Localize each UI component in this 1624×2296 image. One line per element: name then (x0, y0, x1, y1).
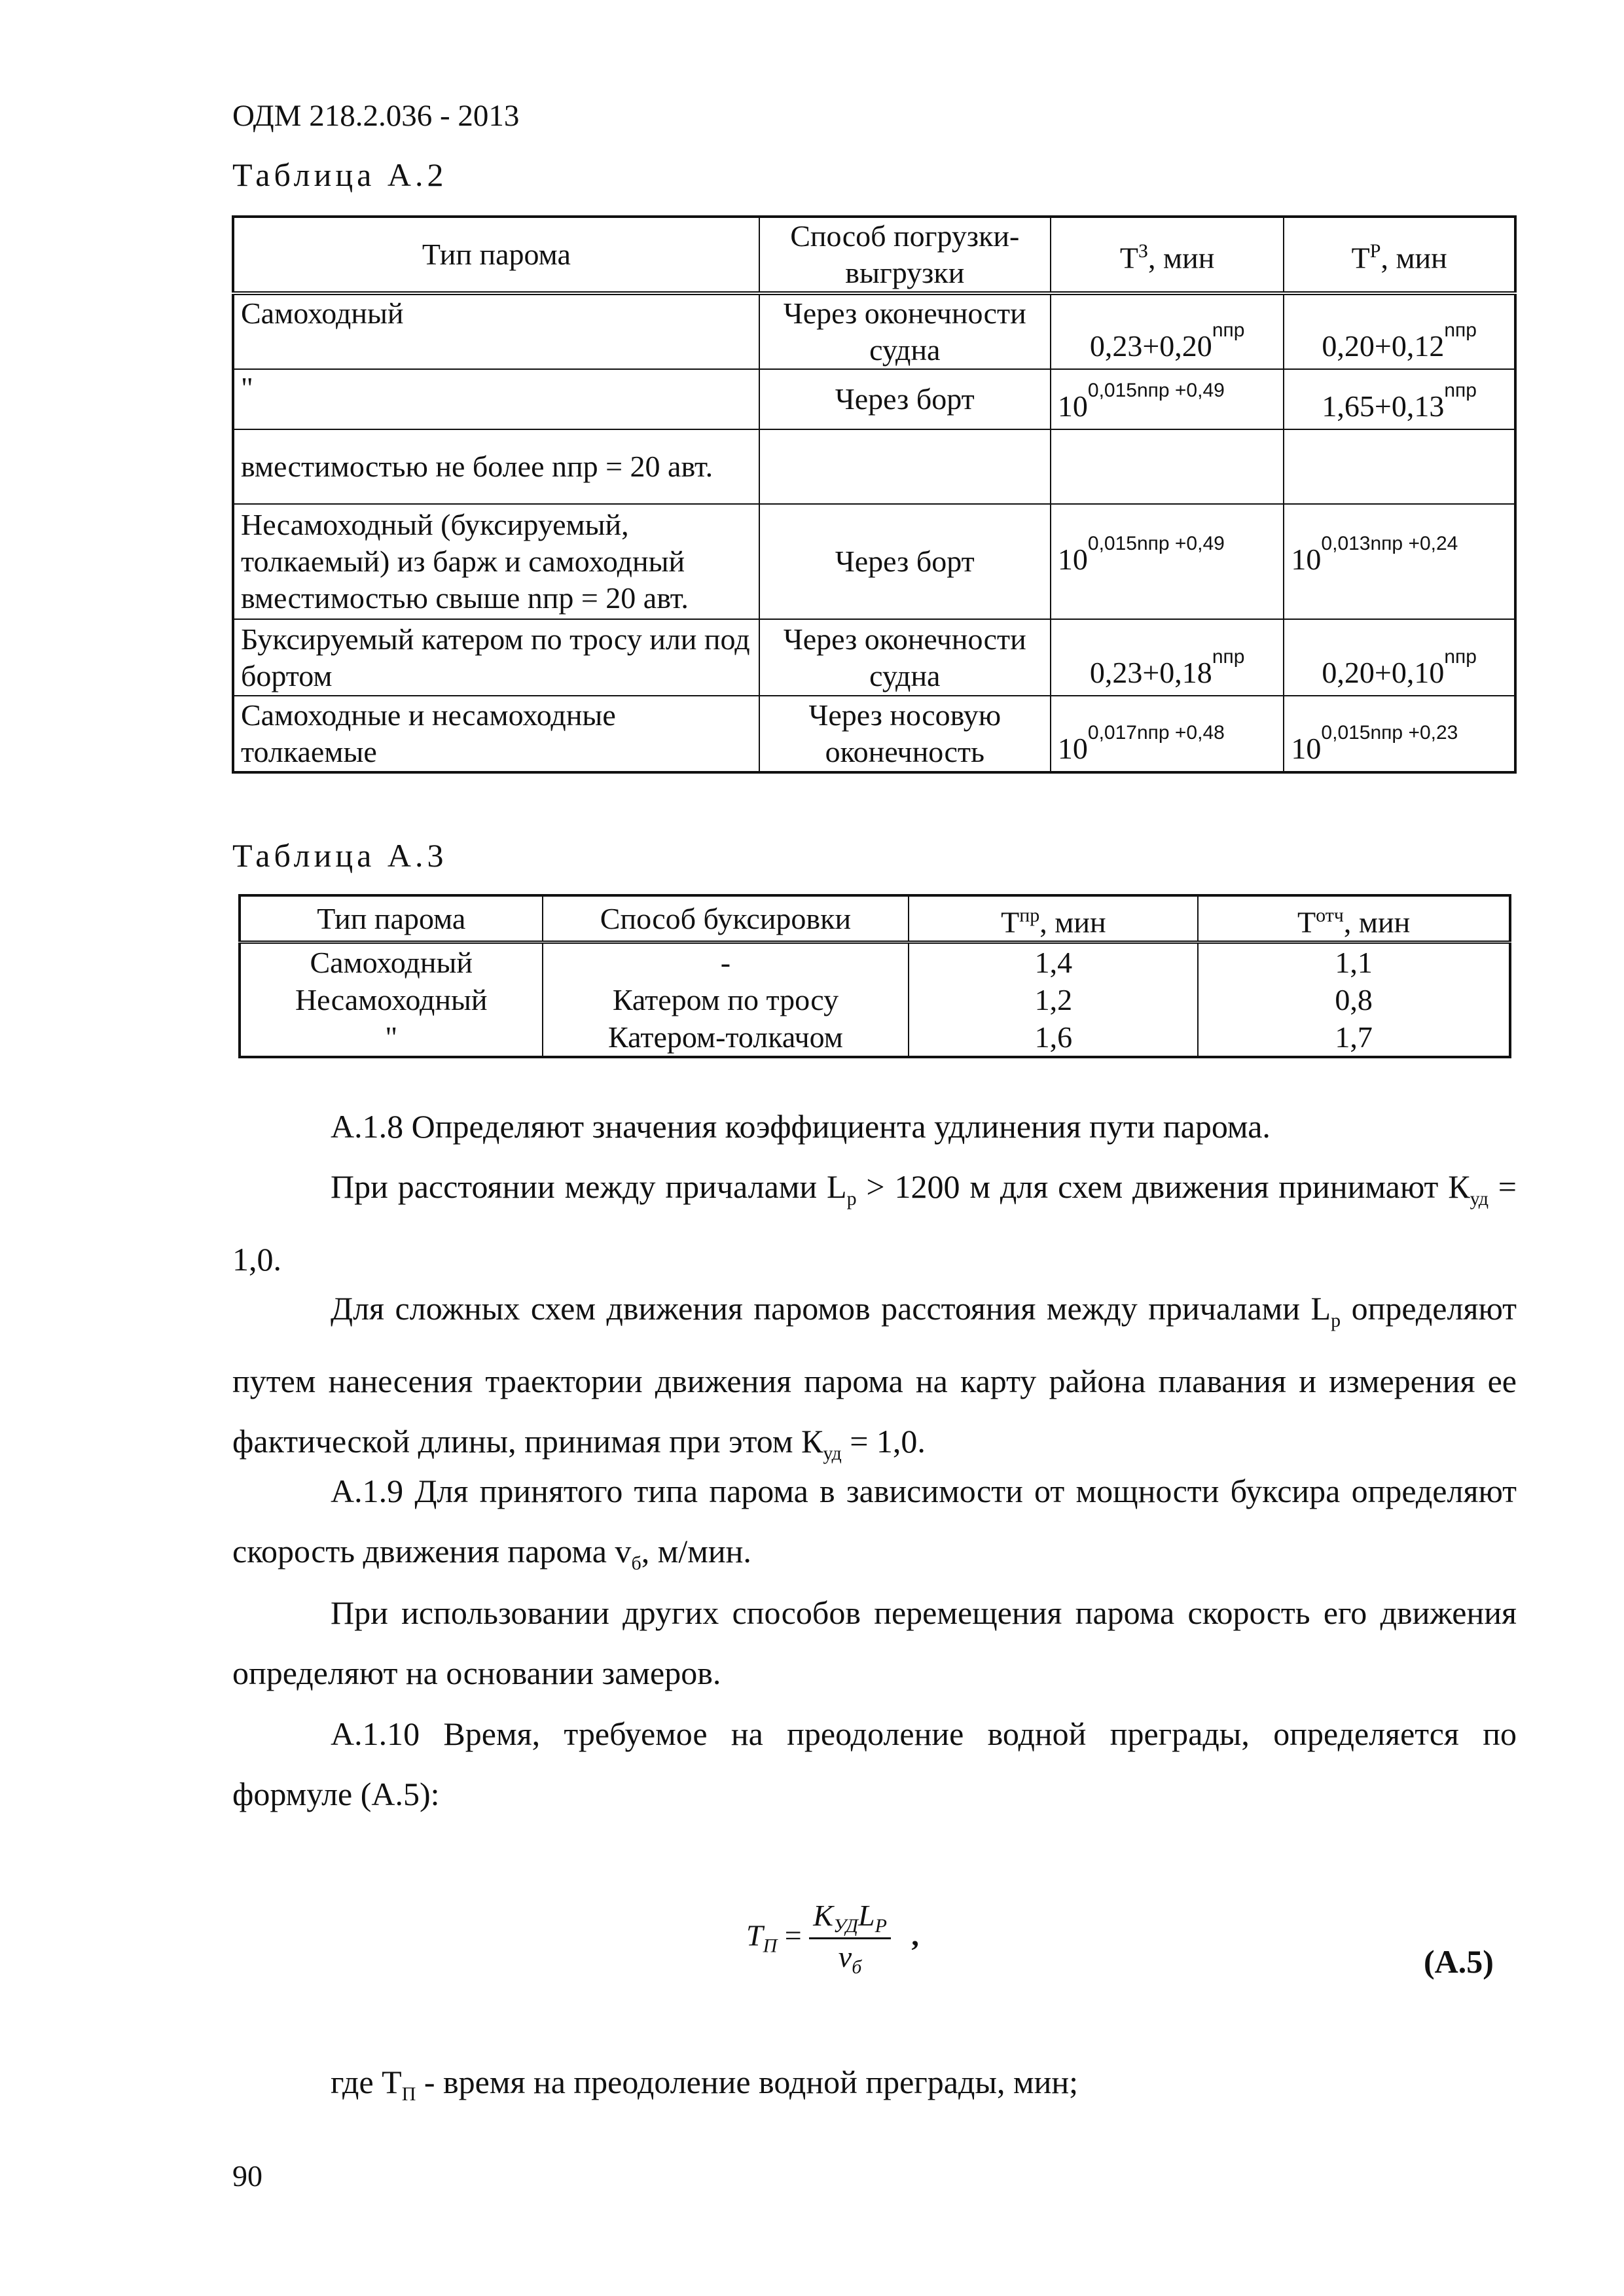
table-cell-formula: $10^{0,013nпр +0,24}$ (1284, 504, 1515, 619)
table-cell: " (240, 1018, 543, 1057)
table-a2-header-type: Тип парома (233, 217, 759, 293)
table-cell: 1,7 (1198, 1018, 1510, 1057)
table-row (233, 504, 1515, 619)
table-row (240, 1018, 1510, 1057)
table-a2-header-tr: $Т^Р$, мин (1284, 217, 1515, 293)
table-a3-caption: Таблица А.3 (232, 837, 448, 874)
formula-number: (А.5) (1424, 1943, 1494, 1980)
table-cell: - (543, 942, 909, 982)
table-cell (759, 429, 1051, 504)
table-cell: Катером по тросу (543, 981, 909, 1018)
table-a3-header-tpr: $Т^{пр}$, мин (909, 895, 1198, 942)
table-a3 (238, 894, 1511, 1058)
table-cell-formula: $10^{0,017nпр +0,48}$ (1051, 696, 1284, 772)
table-row (233, 619, 1515, 696)
table-row (240, 981, 1510, 1018)
paragraph-where: где $Т_П$ - время на преодоление водной преграды, мин; (331, 2064, 1079, 2105)
table-cell: Несамоходный (буксируемый, толкаемый) из барж и самоходный вместимостью свыше nпр = 20 авт. (233, 504, 759, 619)
table-cell (1051, 429, 1284, 504)
table-cell-formula: $10^{0,015nпр +0,49}$ (1051, 504, 1284, 619)
paragraph-a19: А.1.9 Для принятого типа парома в зависимости от мощности буксира определяют скорость движения парома $v_б$, м/мин. (232, 1473, 1517, 1574)
page-number: 90 (232, 2159, 262, 2193)
table-row (233, 429, 1515, 504)
table-cell-formula: $1,65+0,13^{nпр}$ (1284, 369, 1515, 429)
table-cell-formula: $0,20+0,10^{nпр}$ (1284, 619, 1515, 696)
table-row (240, 942, 1510, 982)
table-cell: 1,6 (909, 1018, 1198, 1057)
table-a3-header-type: Тип парома (240, 895, 543, 942)
table-cell: Катером-толкачом (543, 1018, 909, 1057)
table-cell: 1,1 (1198, 942, 1510, 982)
table-cell-formula: $10^{0,015nпр +0,49}$ (1051, 369, 1284, 429)
table-cell: Самоходные и несамоходные толкаемые (233, 696, 759, 772)
table-cell: Через носовую оконечность (759, 696, 1051, 772)
table-cell-formula: $0,23+0,20^{nпр}$ (1051, 293, 1284, 369)
table-cell: Через борт (759, 504, 1051, 619)
table-a3-header-totch: $Т^{отч}$, мин (1198, 895, 1510, 942)
table-a2-header-t3: $Т^З$, мин (1051, 217, 1284, 293)
document-code: ОДМ 218.2.036 - 2013 (232, 99, 520, 133)
table-cell: Самоходный (233, 293, 759, 369)
table-a3-header-method: Способ буксировки (543, 895, 909, 942)
table-row (233, 293, 1515, 369)
table-cell: 0,8 (1198, 981, 1510, 1018)
table-row (233, 369, 1515, 429)
table-row (233, 696, 1515, 772)
table-a2 (232, 215, 1517, 774)
formula-fraction: $\frac{K_{УД}L_P}{v_б}$ (809, 1898, 891, 1979)
table-cell-formula: $0,23+0,18^{nпр}$ (1051, 619, 1284, 696)
table-cell: " (233, 369, 759, 429)
table-cell: Несамоходный (240, 981, 543, 1018)
paragraph-a18: А.1.8 Определяют значения коэффициента удлинения пути парома. (331, 1108, 1271, 1145)
paragraph-other-methods: При использовании других способов перемещения парома скорость его движения определяют на основании замеров. (232, 1594, 1517, 1691)
paragraph-a110: А.1.10 Время, требуемое на преодоление водной преграды, определяется по формуле (А.5): (232, 1715, 1517, 1812)
table-cell: Через оконечности судна (759, 293, 1051, 369)
paragraph-complex-schemes: Для сложных схем движения паромов расстояния между причалами $L_р$ определяют путем нанесения траектории движения парома на карту района плавания и измерения ее фактической длины, принимая при этом $К_{уд} = 1,0$. (232, 1290, 1517, 1464)
table-cell: Буксируемый катером по тросу или под бортом (233, 619, 759, 696)
table-cell: 1,2 (909, 981, 1198, 1018)
formula-a5: $T_П$ = $\frac{K_{УД}L_P}{v_б}$ , (746, 1899, 919, 1979)
table-cell-formula: $10^{0,015nпр +0,23}$ (1284, 696, 1515, 772)
paragraph-distance: При расстоянии между причалами $L_р > 1200$ м для схем движения принимают $К_{уд} = 1,0$. (232, 1168, 1517, 1278)
table-cell (1284, 429, 1515, 504)
table-cell: Через оконечности судна (759, 619, 1051, 696)
table-cell: 1,4 (909, 942, 1198, 982)
table-cell: Через борт (759, 369, 1051, 429)
table-a2-caption: Таблица А.2 (232, 156, 448, 193)
table-cell: Самоходный (240, 942, 543, 982)
table-cell: вместимостью не более nпр = 20 авт. (233, 429, 759, 504)
table-cell-formula: $0,20+0,12^{nпр}$ (1284, 293, 1515, 369)
table-a2-header-method: Способ погрузки-выгрузки (759, 217, 1051, 293)
